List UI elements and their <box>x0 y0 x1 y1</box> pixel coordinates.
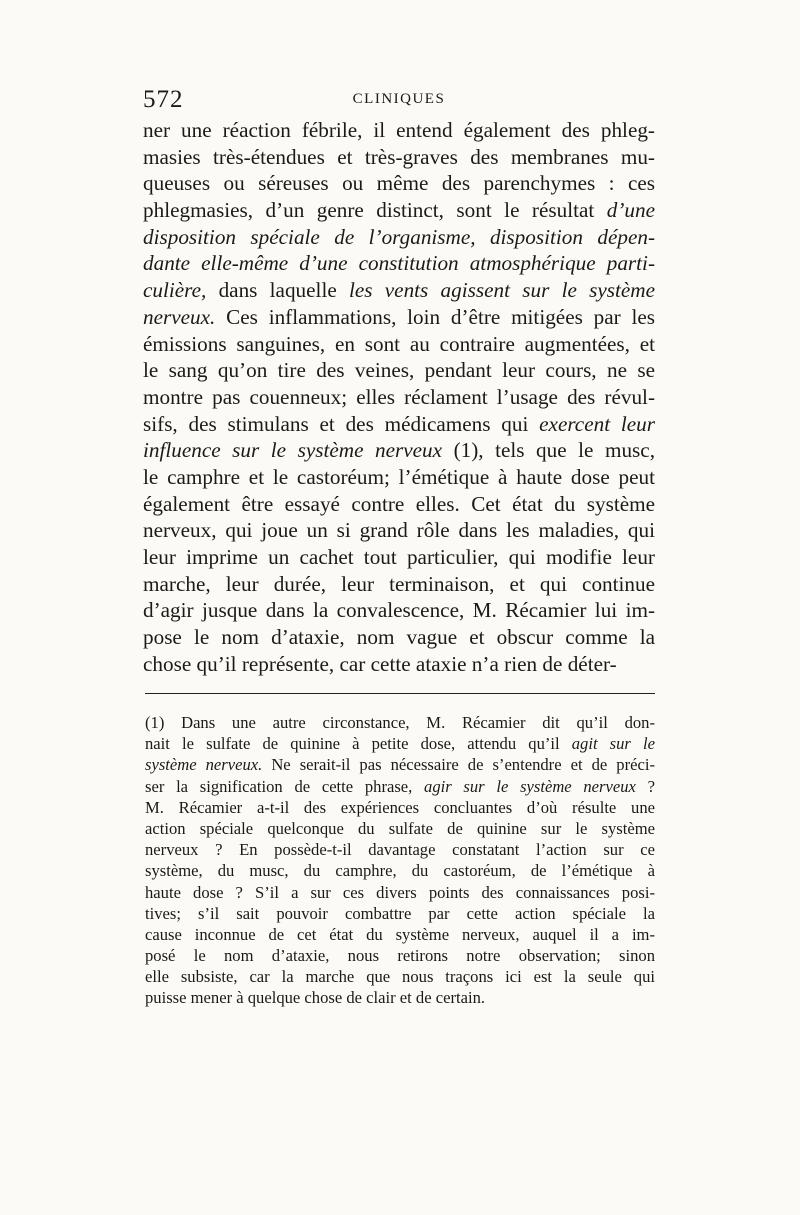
italic-text-run: agit sur le <box>571 734 655 754</box>
text-line <box>143 624 655 651</box>
text-run: elle subsiste, car la marche que nous traçons ici est la seule qui <box>145 967 655 987</box>
footnote-line <box>145 733 655 754</box>
footnote-line <box>145 945 655 966</box>
text-line <box>143 250 655 277</box>
text-run: ser la signification de cette phrase, <box>145 776 425 796</box>
footnote-line <box>145 776 655 797</box>
text-run: puisse mener à quelque chose de clair et de certain. <box>145 988 486 1008</box>
text-run: ? <box>635 776 655 796</box>
text-run: nerveux ? En possède-t-il davantage constatant l’action sur ce <box>145 840 655 860</box>
text-run: chose qu’il représente, car cette ataxie n’a rien de déter- <box>143 651 617 676</box>
text-run: cause inconnue de cet état du système nerveux, auquel il a im- <box>145 924 655 944</box>
italic-text-run: disposition spéciale de l’organisme, disposition dépen- <box>143 224 655 249</box>
footnote-line <box>145 818 655 839</box>
text-run: action spéciale quelconque du sulfate de quinine sur le système <box>145 818 655 838</box>
footnote-block <box>145 712 655 1009</box>
footnote-line <box>145 924 655 945</box>
text-line <box>143 544 655 571</box>
text-line <box>143 571 655 598</box>
text-line <box>143 384 655 411</box>
text-run: tives; s’il sait pouvoir combattre par cette action spéciale la <box>145 903 655 923</box>
italic-text-run: les vents agissent sur le système <box>348 278 655 303</box>
text-line <box>143 517 655 544</box>
italic-text-run: dante elle-même d’une constitution atmosphérique parti- <box>143 251 655 276</box>
text-line <box>143 411 655 438</box>
footnote-line <box>145 966 655 987</box>
text-run: nait le sulfate de quinine à petite dose, attendu qu’il <box>145 734 572 754</box>
text-line <box>143 197 655 224</box>
text-run: phlegmasies, d’un genre distinct, sont le résultat <box>143 198 607 223</box>
page-header <box>143 86 655 116</box>
italic-text-run: agir sur le système nerveux <box>424 776 636 796</box>
text-run: pose le nom d’ataxie, nom vague et obscur comme la <box>143 625 655 650</box>
italic-text-run: système nerveux. <box>145 755 263 775</box>
text-run: montre pas couenneux; elles réclament l’usage des révul- <box>143 384 655 409</box>
text-line <box>143 464 655 491</box>
text-run: nerveux, qui joue un si grand rôle dans les maladies, qui <box>143 518 655 543</box>
text-line <box>143 597 655 624</box>
footnote-line <box>145 882 655 903</box>
main-text <box>143 117 655 677</box>
running-head: CLINIQUES <box>352 91 446 107</box>
text-line <box>143 651 655 678</box>
italic-text-run: nerveux. <box>143 304 216 329</box>
text-run: (1) Dans une autre circonstance, M. Récamier dit qu’il don- <box>145 713 655 732</box>
text-run: haute dose ? S’il a sur ces divers points des connaissances posi- <box>145 882 655 902</box>
text-run: sifs, des stimulans et des médicamens qui <box>143 411 540 436</box>
text-run: M. Récamier a-t-il des expériences concluantes d’où résulte une <box>145 797 655 817</box>
text-run: ner une réaction fébrile, il entend également des phleg- <box>143 118 655 142</box>
text-run: émissions sanguines, en sont au contraire augmentées, et <box>143 331 655 356</box>
text-line <box>143 117 655 144</box>
text-run: le sang qu’on tire des veines, pendant leur cours, ne se <box>143 358 655 383</box>
italic-text-run: culière, <box>143 278 207 303</box>
footnote-line <box>145 797 655 818</box>
text-run: Ne serait-il pas nécessaire de s’entendre et de préci- <box>262 755 655 775</box>
text-line <box>143 357 655 384</box>
footnote-line <box>145 860 655 881</box>
text-line <box>143 170 655 197</box>
text-run: masies très-étendues et très-graves des membranes mu- <box>143 144 655 169</box>
text-run: système, du musc, du camphre, du castoréum, de l’émétique à <box>145 861 655 881</box>
italic-text-run: influence sur le système nerveux <box>143 438 443 463</box>
text-line <box>143 304 655 331</box>
footnote-line <box>145 987 655 1008</box>
text-line <box>143 277 655 304</box>
text-run: dans laquelle <box>206 278 349 303</box>
text-run: d’agir jusque dans la convalescence, M. Récamier lui im- <box>143 598 655 623</box>
italic-text-run: d’une <box>606 198 655 223</box>
page-number: 572 <box>143 86 184 113</box>
italic-text-run: exercent leur <box>539 411 656 436</box>
footnote-line <box>145 712 655 733</box>
text-line <box>143 331 655 358</box>
text-run: (1), tels que le musc, <box>442 438 656 463</box>
footnote-line <box>145 839 655 860</box>
text-run: le camphre et le castoréum; l’émétique à haute dose peut <box>143 464 655 489</box>
footnote-line <box>145 903 655 924</box>
text-run: leur imprime un cachet tout particulier, qui modifie leur <box>143 545 655 569</box>
text-run: posé le nom d’ataxie, nous retirons notre observation; sinon <box>145 946 655 966</box>
footnote-separator-rule <box>145 693 655 694</box>
text-line <box>143 437 655 464</box>
text-run: également être essayé contre elles. Cet état du système <box>143 491 655 516</box>
text-line <box>143 144 655 171</box>
footnote-line <box>145 754 655 775</box>
text-line <box>143 224 655 251</box>
text-run: marche, leur durée, leur terminaison, et qui continue <box>143 571 655 596</box>
text-run: Ces inflammations, loin d’être mitigées par les <box>215 304 655 329</box>
text-line <box>143 491 655 518</box>
text-run: queuses ou séreuses ou même des parenchymes : ces <box>143 171 655 196</box>
